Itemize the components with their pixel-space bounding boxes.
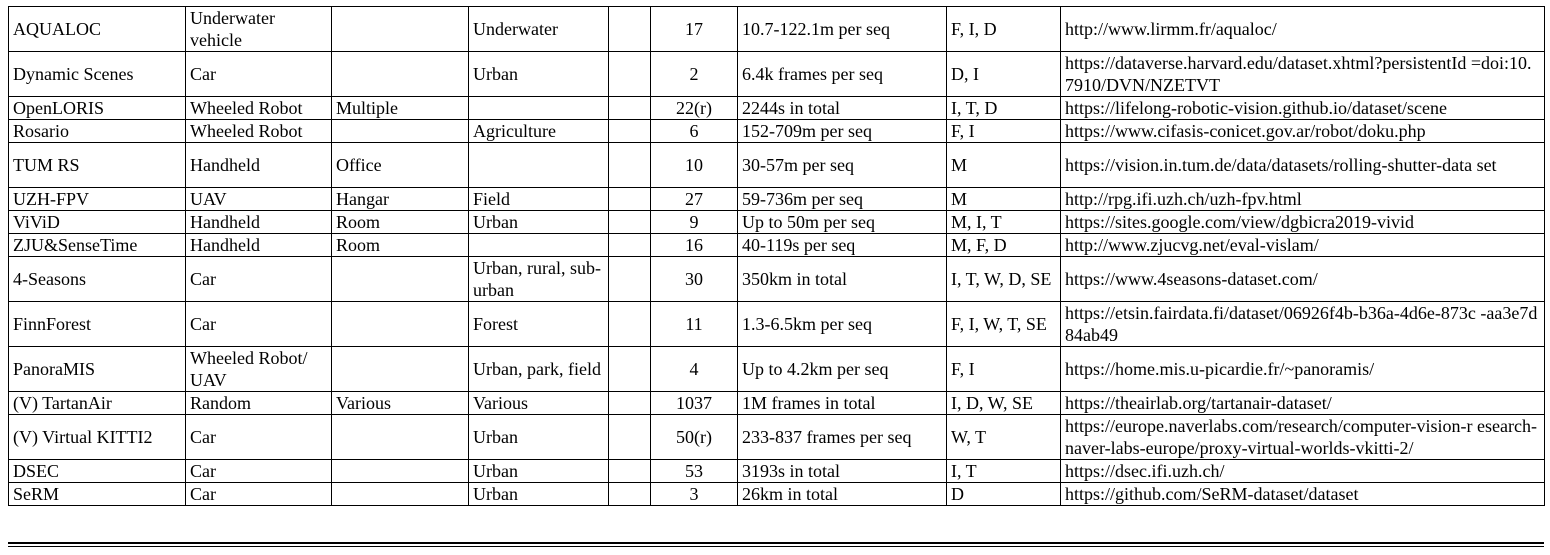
scale-cell: 233-837 frames per seq <box>738 415 947 460</box>
sequences-cell: 27 <box>651 188 738 211</box>
table-row <box>9 120 1545 143</box>
blank-cell <box>609 120 651 143</box>
url-cell: https://dsec.ifi.uzh.ch/ <box>1061 460 1545 483</box>
sequences-cell: 53 <box>651 460 738 483</box>
indoor-cell <box>332 7 469 52</box>
table-row <box>9 143 1545 188</box>
table-row <box>9 460 1545 483</box>
table-row <box>9 415 1545 460</box>
indoor-cell: Multiple <box>332 97 469 120</box>
dataset-table <box>8 6 1545 506</box>
dataset-name-cell: (V) TartanAir <box>9 392 186 415</box>
url-cell: https://theairlab.org/tartanair-dataset/ <box>1061 392 1545 415</box>
ground-truth-cell: W, T <box>947 415 1061 460</box>
outdoor-cell <box>469 234 609 257</box>
indoor-cell <box>332 257 469 302</box>
indoor-cell: Office <box>332 143 469 188</box>
indoor-cell <box>332 52 469 97</box>
blank-cell <box>609 143 651 188</box>
url-cell: http://rpg.ifi.uzh.ch/uzh-fpv.html <box>1061 188 1545 211</box>
ground-truth-cell: I, T, D <box>947 97 1061 120</box>
ground-truth-cell: I, T <box>947 460 1061 483</box>
url-cell: https://www.4seasons-dataset.com/ <box>1061 257 1545 302</box>
platform-cell: Car <box>186 302 332 347</box>
platform-cell: Random <box>186 392 332 415</box>
outdoor-cell: Urban <box>469 52 609 97</box>
dataset-name-cell: OpenLORIS <box>9 97 186 120</box>
dataset-name-cell: FinnForest <box>9 302 186 347</box>
platform-cell: UAV <box>186 188 332 211</box>
dataset-name-cell: ZJU&SenseTime <box>9 234 186 257</box>
indoor-cell: Room <box>332 234 469 257</box>
table-row <box>9 97 1545 120</box>
indoor-cell: Various <box>332 392 469 415</box>
table-row <box>9 52 1545 97</box>
outdoor-cell: Various <box>469 392 609 415</box>
indoor-cell: Room <box>332 211 469 234</box>
table-row <box>9 347 1545 392</box>
platform-cell: Wheeled Robot <box>186 97 332 120</box>
url-cell: https://www.cifasis-conicet.gov.ar/robot/doku.php <box>1061 120 1545 143</box>
sequences-cell: 11 <box>651 302 738 347</box>
blank-cell <box>609 483 651 506</box>
scale-cell: 1.3-6.5km per seq <box>738 302 947 347</box>
platform-cell: Car <box>186 52 332 97</box>
outdoor-cell <box>469 97 609 120</box>
url-cell: http://www.zjucvg.net/eval-vislam/ <box>1061 234 1545 257</box>
platform-cell: Car <box>186 460 332 483</box>
sequences-cell: 4 <box>651 347 738 392</box>
indoor-cell <box>332 460 469 483</box>
table-row <box>9 483 1545 506</box>
dataset-name-cell: SeRM <box>9 483 186 506</box>
blank-cell <box>609 52 651 97</box>
outdoor-cell: Urban, park, field <box>469 347 609 392</box>
url-cell: https://europe.naverlabs.com/research/computer-vision-r esearch-naver-labs-europe/proxy-virtual-worlds-vkitti-2/ <box>1061 415 1545 460</box>
blank-cell <box>609 392 651 415</box>
url-cell: https://vision.in.tum.de/data/datasets/rolling-shutter-data set <box>1061 143 1545 188</box>
scale-cell: Up to 4.2km per seq <box>738 347 947 392</box>
url-cell: https://lifelong-robotic-vision.github.io/dataset/scene <box>1061 97 1545 120</box>
dataset-name-cell: Rosario <box>9 120 186 143</box>
indoor-cell: Hangar <box>332 188 469 211</box>
platform-cell: Wheeled Robot/ UAV <box>186 347 332 392</box>
blank-cell <box>609 415 651 460</box>
table-row <box>9 7 1545 52</box>
outdoor-cell: Field <box>469 188 609 211</box>
url-cell: https://github.com/SeRM-dataset/dataset <box>1061 483 1545 506</box>
outdoor-cell: Urban, rural, sub-urban <box>469 257 609 302</box>
dataset-name-cell: 4-Seasons <box>9 257 186 302</box>
table-row <box>9 257 1545 302</box>
outdoor-cell: Forest <box>469 302 609 347</box>
sequences-cell: 16 <box>651 234 738 257</box>
sequences-cell: 6 <box>651 120 738 143</box>
blank-cell <box>609 234 651 257</box>
outdoor-cell: Urban <box>469 460 609 483</box>
dataset-name-cell: ViViD <box>9 211 186 234</box>
outdoor-cell: Urban <box>469 415 609 460</box>
ground-truth-cell: F, I, W, T, SE <box>947 302 1061 347</box>
sequences-cell: 2 <box>651 52 738 97</box>
ground-truth-cell: D, I <box>947 52 1061 97</box>
blank-cell <box>609 460 651 483</box>
scale-cell: 2244s in total <box>738 97 947 120</box>
scale-cell: 30-57m per seq <box>738 143 947 188</box>
dataset-name-cell: TUM RS <box>9 143 186 188</box>
platform-cell: Car <box>186 483 332 506</box>
platform-cell: Handheld <box>186 234 332 257</box>
indoor-cell <box>332 347 469 392</box>
dataset-name-cell: PanoraMIS <box>9 347 186 392</box>
ground-truth-cell: D <box>947 483 1061 506</box>
ground-truth-cell: I, T, W, D, SE <box>947 257 1061 302</box>
platform-cell: Car <box>186 257 332 302</box>
scale-cell: 59-736m per seq <box>738 188 947 211</box>
dataset-name-cell: DSEC <box>9 460 186 483</box>
bottom-rule <box>8 542 1544 544</box>
ground-truth-cell: M <box>947 143 1061 188</box>
url-cell: https://dataverse.harvard.edu/dataset.xhtml?persistentId =doi:10.7910/DVN/NZETVT <box>1061 52 1545 97</box>
url-cell: https://sites.google.com/view/dgbicra2019-vivid <box>1061 211 1545 234</box>
scale-cell: 1M frames in total <box>738 392 947 415</box>
sequences-cell: 50(r) <box>651 415 738 460</box>
outdoor-cell: Urban <box>469 211 609 234</box>
sequences-cell: 10 <box>651 143 738 188</box>
ground-truth-cell: F, I <box>947 120 1061 143</box>
dataset-name-cell: (V) Virtual KITTI2 <box>9 415 186 460</box>
blank-cell <box>609 188 651 211</box>
table-row <box>9 211 1545 234</box>
dataset-name-cell: UZH-FPV <box>9 188 186 211</box>
platform-cell: Underwater vehicle <box>186 7 332 52</box>
table-row <box>9 234 1545 257</box>
ground-truth-cell: I, D, W, SE <box>947 392 1061 415</box>
sequences-cell: 3 <box>651 483 738 506</box>
url-cell: http://www.lirmm.fr/aqualoc/ <box>1061 7 1545 52</box>
scale-cell: 6.4k frames per seq <box>738 52 947 97</box>
table-row <box>9 188 1545 211</box>
blank-cell <box>609 347 651 392</box>
sequences-cell: 22(r) <box>651 97 738 120</box>
ground-truth-cell: M, I, T <box>947 211 1061 234</box>
blank-cell <box>609 7 651 52</box>
url-cell: https://etsin.fairdata.fi/dataset/06926f4b-b36a-4d6e-873c -aa3e7d84ab49 <box>1061 302 1545 347</box>
scale-cell: 3193s in total <box>738 460 947 483</box>
sequences-cell: 1037 <box>651 392 738 415</box>
table-row <box>9 302 1545 347</box>
indoor-cell <box>332 415 469 460</box>
indoor-cell <box>332 302 469 347</box>
outdoor-cell: Agriculture <box>469 120 609 143</box>
scale-cell: 26km in total <box>738 483 947 506</box>
sequences-cell: 9 <box>651 211 738 234</box>
platform-cell: Handheld <box>186 143 332 188</box>
blank-cell <box>609 211 651 234</box>
ground-truth-cell: M <box>947 188 1061 211</box>
scale-cell: 40-119s per seq <box>738 234 947 257</box>
bottom-rule-thin <box>8 546 1544 547</box>
platform-cell: Wheeled Robot <box>186 120 332 143</box>
indoor-cell <box>332 120 469 143</box>
sequences-cell: 17 <box>651 7 738 52</box>
ground-truth-cell: F, I <box>947 347 1061 392</box>
url-cell: https://home.mis.u-picardie.fr/~panoramis/ <box>1061 347 1545 392</box>
platform-cell: Handheld <box>186 211 332 234</box>
table-body <box>9 7 1545 506</box>
indoor-cell <box>332 483 469 506</box>
outdoor-cell: Underwater <box>469 7 609 52</box>
sequences-cell: 30 <box>651 257 738 302</box>
scale-cell: 350km in total <box>738 257 947 302</box>
scale-cell: 152-709m per seq <box>738 120 947 143</box>
table-row <box>9 392 1545 415</box>
blank-cell <box>609 257 651 302</box>
outdoor-cell <box>469 143 609 188</box>
ground-truth-cell: M, F, D <box>947 234 1061 257</box>
scale-cell: Up to 50m per seq <box>738 211 947 234</box>
scale-cell: 10.7-122.1m per seq <box>738 7 947 52</box>
outdoor-cell: Urban <box>469 483 609 506</box>
dataset-name-cell: Dynamic Scenes <box>9 52 186 97</box>
platform-cell: Car <box>186 415 332 460</box>
ground-truth-cell: F, I, D <box>947 7 1061 52</box>
blank-cell <box>609 97 651 120</box>
blank-cell <box>609 302 651 347</box>
dataset-name-cell: AQUALOC <box>9 7 186 52</box>
